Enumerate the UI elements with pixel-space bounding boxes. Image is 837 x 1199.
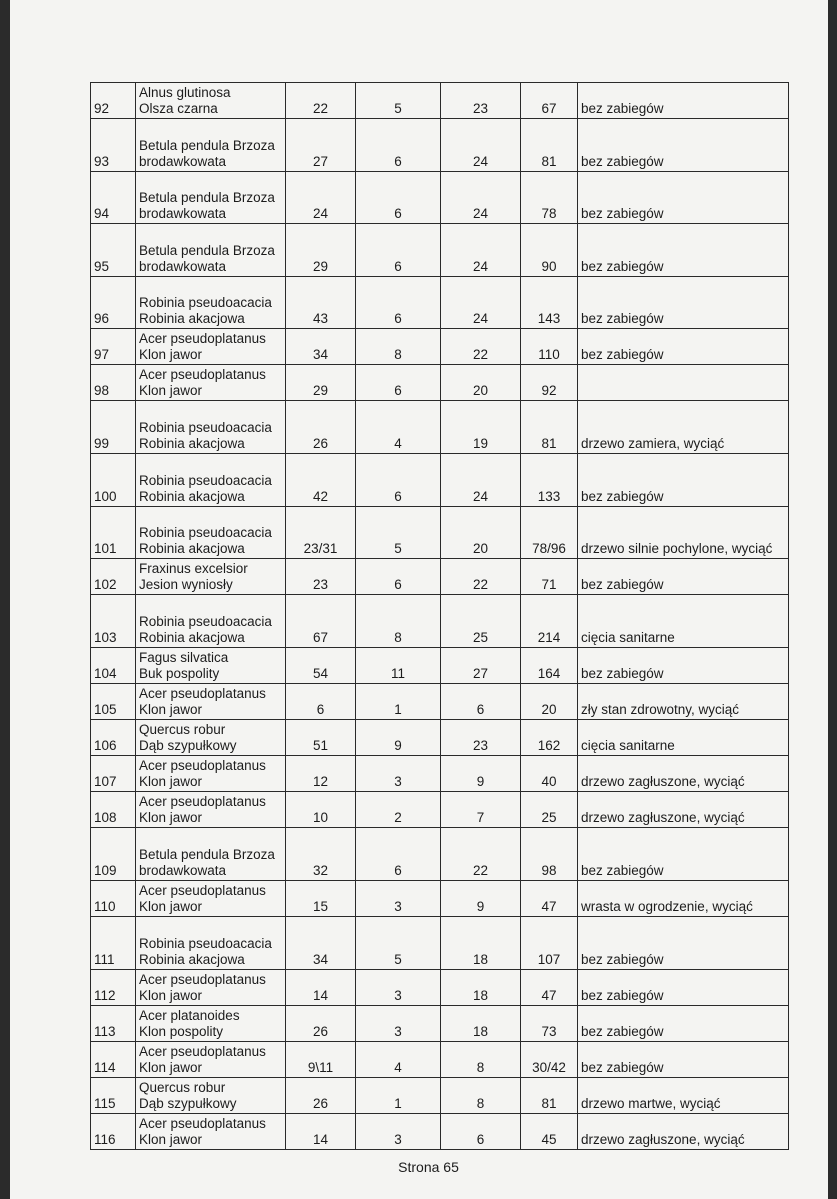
tree-number-cell: 94 (91, 172, 136, 224)
value-cell-2: 3 (356, 1114, 441, 1150)
species-polish-name: Klon jawor (139, 702, 203, 717)
value-cell-4: 92 (521, 365, 578, 401)
table-row (91, 365, 789, 401)
value-cell-1: 67 (286, 595, 356, 648)
species-latin-name: Betula pendula Brzoza (139, 847, 275, 862)
value-cell-2: 4 (356, 401, 441, 454)
note-cell: drzewo silnie pochylone, wyciąć (578, 507, 789, 559)
species-latin-name: Robinia pseudoacacia (139, 473, 272, 488)
value-cell-3: 24 (441, 224, 521, 277)
table-row (91, 881, 789, 917)
value-cell-1: 10 (286, 792, 356, 828)
note-cell: bez zabiegów (578, 828, 789, 881)
value-cell-1: 54 (286, 648, 356, 684)
species-polish-name: Jesion wyniosły (139, 577, 233, 592)
note-cell: bez zabiegów (578, 559, 789, 595)
tree-number-cell: 92 (91, 83, 136, 119)
note-cell: cięcia sanitarne (578, 595, 789, 648)
page-number: Strona 65 (398, 1159, 459, 1175)
tree-number-cell: 99 (91, 401, 136, 454)
value-cell-4: 81 (521, 1078, 578, 1114)
species-polish-name: Klon jawor (139, 1060, 203, 1075)
value-cell-4: 67 (521, 83, 578, 119)
value-cell-4: 78/96 (521, 507, 578, 559)
note-cell: drzewo zagłuszone, wyciąć (578, 1114, 789, 1150)
species-latin-name: Robinia pseudoacacia (139, 614, 272, 629)
note-cell: drzewo zamiera, wyciąć (578, 401, 789, 454)
value-cell-3: 23 (441, 720, 521, 756)
species-latin-name: Acer pseudoplatanus (139, 758, 266, 773)
species-polish-name: brodawkowata (139, 154, 227, 169)
value-cell-2: 3 (356, 970, 441, 1006)
species-latin-name: Robinia pseudoacacia (139, 295, 272, 310)
note-cell: bez zabiegów (578, 119, 789, 172)
value-cell-3: 8 (441, 1078, 521, 1114)
species-polish-name: Klon jawor (139, 347, 203, 362)
value-cell-2: 6 (356, 224, 441, 277)
value-cell-1: 14 (286, 970, 356, 1006)
note-cell: bez zabiegów (578, 277, 789, 329)
value-cell-1: 9\11 (286, 1042, 356, 1078)
species-latin-name: Robinia pseudoacacia (139, 420, 272, 435)
species-polish-name: Robinia akacjowa (139, 311, 245, 326)
species-latin-name: Acer pseudoplatanus (139, 1116, 266, 1131)
value-cell-4: 20 (521, 684, 578, 720)
note-cell: zły stan zdrowotny, wyciąć (578, 684, 789, 720)
species-cell (136, 595, 286, 648)
note-cell (578, 365, 789, 401)
value-cell-1: 12 (286, 756, 356, 792)
value-cell-2: 6 (356, 559, 441, 595)
species-polish-name: Buk pospolity (139, 666, 220, 681)
table-row (91, 828, 789, 881)
value-cell-4: 133 (521, 454, 578, 507)
table-row (91, 277, 789, 329)
tree-number-cell: 93 (91, 119, 136, 172)
value-cell-2: 6 (356, 828, 441, 881)
species-polish-name: brodawkowata (139, 863, 227, 878)
species-cell (136, 917, 286, 970)
value-cell-2: 3 (356, 1006, 441, 1042)
species-polish-name: Klon jawor (139, 899, 203, 914)
species-latin-name: Robinia pseudoacacia (139, 936, 272, 951)
note-cell: bez zabiegów (578, 1042, 789, 1078)
species-cell (136, 684, 286, 720)
value-cell-1: 34 (286, 329, 356, 365)
value-cell-3: 25 (441, 595, 521, 648)
species-polish-name: brodawkowata (139, 206, 227, 221)
table-row (91, 756, 789, 792)
value-cell-4: 25 (521, 792, 578, 828)
species-cell (136, 720, 286, 756)
species-latin-name: Robinia pseudoacacia (139, 525, 272, 540)
value-cell-3: 18 (441, 970, 521, 1006)
species-cell (136, 365, 286, 401)
value-cell-3: 27 (441, 648, 521, 684)
value-cell-2: 9 (356, 720, 441, 756)
note-cell: drzewo zagłuszone, wyciąć (578, 756, 789, 792)
table-row (91, 595, 789, 648)
species-cell (136, 1078, 286, 1114)
tree-number-cell: 110 (91, 881, 136, 917)
species-cell (136, 559, 286, 595)
value-cell-2: 2 (356, 792, 441, 828)
species-latin-name: Betula pendula Brzoza (139, 138, 275, 153)
value-cell-4: 90 (521, 224, 578, 277)
value-cell-4: 47 (521, 881, 578, 917)
value-cell-4: 214 (521, 595, 578, 648)
value-cell-4: 81 (521, 119, 578, 172)
note-cell: wrasta w ogrodzenie, wyciąć (578, 881, 789, 917)
value-cell-2: 3 (356, 881, 441, 917)
value-cell-1: 26 (286, 1006, 356, 1042)
value-cell-2: 1 (356, 684, 441, 720)
value-cell-3: 9 (441, 756, 521, 792)
species-polish-name: Klon jawor (139, 774, 203, 789)
species-cell (136, 119, 286, 172)
note-cell: drzewo zagłuszone, wyciąć (578, 792, 789, 828)
species-latin-name: Acer pseudoplatanus (139, 331, 266, 346)
value-cell-2: 8 (356, 595, 441, 648)
value-cell-1: 42 (286, 454, 356, 507)
note-cell: bez zabiegów (578, 224, 789, 277)
value-cell-2: 5 (356, 83, 441, 119)
value-cell-2: 8 (356, 329, 441, 365)
species-polish-name: Klon jawor (139, 988, 203, 1003)
value-cell-4: 45 (521, 1114, 578, 1150)
value-cell-3: 20 (441, 507, 521, 559)
species-cell (136, 172, 286, 224)
note-cell: bez zabiegów (578, 329, 789, 365)
species-cell (136, 507, 286, 559)
value-cell-1: 32 (286, 828, 356, 881)
species-latin-name: Fraxinus excelsior (139, 561, 248, 576)
value-cell-3: 19 (441, 401, 521, 454)
value-cell-1: 51 (286, 720, 356, 756)
species-cell (136, 277, 286, 329)
tree-number-cell: 96 (91, 277, 136, 329)
note-cell: bez zabiegów (578, 1006, 789, 1042)
tree-number-cell: 98 (91, 365, 136, 401)
value-cell-4: 162 (521, 720, 578, 756)
species-latin-name: Acer pseudoplatanus (139, 883, 266, 898)
value-cell-3: 24 (441, 172, 521, 224)
table-row (91, 1114, 789, 1150)
species-polish-name: Robinia akacjowa (139, 630, 245, 645)
value-cell-3: 24 (441, 119, 521, 172)
tree-number-cell: 115 (91, 1078, 136, 1114)
species-cell (136, 329, 286, 365)
species-latin-name: Fagus silvatica (139, 650, 229, 665)
table-row (91, 224, 789, 277)
value-cell-2: 1 (356, 1078, 441, 1114)
table-row (91, 684, 789, 720)
species-latin-name: Betula pendula Brzoza (139, 190, 275, 205)
species-latin-name: Quercus robur (139, 1080, 226, 1095)
species-latin-name: Acer pseudoplatanus (139, 686, 266, 701)
value-cell-3: 24 (441, 277, 521, 329)
value-cell-2: 4 (356, 1042, 441, 1078)
table-row (91, 559, 789, 595)
value-cell-1: 22 (286, 83, 356, 119)
note-cell: drzewo martwe, wyciąć (578, 1078, 789, 1114)
table-row (91, 1006, 789, 1042)
table-row (91, 792, 789, 828)
table-row (91, 83, 789, 119)
value-cell-1: 26 (286, 1078, 356, 1114)
species-cell (136, 828, 286, 881)
tree-number-cell: 103 (91, 595, 136, 648)
tree-number-cell: 116 (91, 1114, 136, 1150)
table-row (91, 970, 789, 1006)
value-cell-2: 3 (356, 756, 441, 792)
document-page (10, 0, 828, 1199)
table-row (91, 507, 789, 559)
value-cell-1: 15 (286, 881, 356, 917)
value-cell-4: 110 (521, 329, 578, 365)
value-cell-3: 22 (441, 559, 521, 595)
value-cell-3: 23 (441, 83, 521, 119)
tree-number-cell: 100 (91, 454, 136, 507)
note-cell: bez zabiegów (578, 83, 789, 119)
table-row (91, 917, 789, 970)
value-cell-2: 6 (356, 365, 441, 401)
note-cell: bez zabiegów (578, 917, 789, 970)
species-polish-name: Klon jawor (139, 810, 203, 825)
tree-number-cell: 101 (91, 507, 136, 559)
value-cell-1: 43 (286, 277, 356, 329)
species-latin-name: Quercus robur (139, 722, 226, 737)
note-cell: bez zabiegów (578, 454, 789, 507)
tree-number-cell: 108 (91, 792, 136, 828)
table-row (91, 172, 789, 224)
species-polish-name: Robinia akacjowa (139, 952, 245, 967)
value-cell-1: 14 (286, 1114, 356, 1150)
species-polish-name: Klon jawor (139, 1132, 203, 1147)
species-cell (136, 970, 286, 1006)
species-polish-name: Klon jawor (139, 383, 203, 398)
species-cell (136, 1006, 286, 1042)
species-latin-name: Acer pseudoplatanus (139, 972, 266, 987)
value-cell-3: 6 (441, 1114, 521, 1150)
value-cell-4: 143 (521, 277, 578, 329)
tree-inventory-table (90, 82, 789, 1150)
value-cell-4: 81 (521, 401, 578, 454)
species-cell (136, 401, 286, 454)
table-row (91, 401, 789, 454)
table-body (91, 83, 789, 1150)
value-cell-1: 29 (286, 365, 356, 401)
species-polish-name: Robinia akacjowa (139, 489, 245, 504)
species-latin-name: Acer platanoides (139, 1008, 240, 1023)
species-cell (136, 454, 286, 507)
species-latin-name: Betula pendula Brzoza (139, 243, 275, 258)
table-row (91, 329, 789, 365)
tree-number-cell: 104 (91, 648, 136, 684)
species-polish-name: Dąb szypułkowy (139, 738, 237, 753)
note-cell: bez zabiegów (578, 172, 789, 224)
value-cell-1: 34 (286, 917, 356, 970)
species-latin-name: Acer pseudoplatanus (139, 1044, 266, 1059)
tree-number-cell: 111 (91, 917, 136, 970)
value-cell-1: 23/31 (286, 507, 356, 559)
table-row (91, 119, 789, 172)
value-cell-1: 6 (286, 684, 356, 720)
value-cell-3: 18 (441, 917, 521, 970)
tree-number-cell: 113 (91, 1006, 136, 1042)
note-cell: bez zabiegów (578, 648, 789, 684)
value-cell-2: 5 (356, 507, 441, 559)
species-latin-name: Alnus glutinosa (139, 85, 231, 100)
tree-number-cell: 107 (91, 756, 136, 792)
value-cell-3: 7 (441, 792, 521, 828)
tree-number-cell: 106 (91, 720, 136, 756)
species-polish-name: Klon pospolity (139, 1024, 224, 1039)
value-cell-4: 40 (521, 756, 578, 792)
note-cell: cięcia sanitarne (578, 720, 789, 756)
species-cell (136, 1114, 286, 1150)
value-cell-1: 29 (286, 224, 356, 277)
table-row (91, 1078, 789, 1114)
species-cell (136, 648, 286, 684)
value-cell-4: 164 (521, 648, 578, 684)
tree-number-cell: 114 (91, 1042, 136, 1078)
value-cell-3: 22 (441, 329, 521, 365)
species-cell (136, 83, 286, 119)
value-cell-3: 18 (441, 1006, 521, 1042)
value-cell-4: 78 (521, 172, 578, 224)
value-cell-1: 23 (286, 559, 356, 595)
value-cell-2: 11 (356, 648, 441, 684)
table-row (91, 648, 789, 684)
value-cell-3: 8 (441, 1042, 521, 1078)
value-cell-3: 6 (441, 684, 521, 720)
value-cell-4: 98 (521, 828, 578, 881)
species-cell (136, 756, 286, 792)
species-polish-name: Olsza czarna (139, 101, 218, 116)
species-cell (136, 792, 286, 828)
value-cell-4: 73 (521, 1006, 578, 1042)
species-latin-name: Acer pseudoplatanus (139, 367, 266, 382)
value-cell-4: 30/42 (521, 1042, 578, 1078)
value-cell-4: 47 (521, 970, 578, 1006)
table-row (91, 1042, 789, 1078)
value-cell-4: 71 (521, 559, 578, 595)
species-polish-name: Dąb szypułkowy (139, 1096, 237, 1111)
species-polish-name: brodawkowata (139, 259, 227, 274)
species-cell (136, 881, 286, 917)
value-cell-2: 6 (356, 119, 441, 172)
tree-number-cell: 109 (91, 828, 136, 881)
species-cell (136, 1042, 286, 1078)
value-cell-2: 6 (356, 172, 441, 224)
value-cell-1: 26 (286, 401, 356, 454)
value-cell-3: 20 (441, 365, 521, 401)
value-cell-3: 22 (441, 828, 521, 881)
value-cell-4: 107 (521, 917, 578, 970)
value-cell-2: 6 (356, 277, 441, 329)
table-row (91, 720, 789, 756)
value-cell-1: 24 (286, 172, 356, 224)
tree-number-cell: 95 (91, 224, 136, 277)
tree-number-cell: 105 (91, 684, 136, 720)
tree-number-cell: 102 (91, 559, 136, 595)
species-polish-name: Robinia akacjowa (139, 436, 245, 451)
species-polish-name: Robinia akacjowa (139, 541, 245, 556)
value-cell-3: 24 (441, 454, 521, 507)
value-cell-2: 6 (356, 454, 441, 507)
species-cell (136, 224, 286, 277)
value-cell-3: 9 (441, 881, 521, 917)
table-row (91, 454, 789, 507)
tree-number-cell: 97 (91, 329, 136, 365)
note-cell: bez zabiegów (578, 970, 789, 1006)
value-cell-1: 27 (286, 119, 356, 172)
tree-number-cell: 112 (91, 970, 136, 1006)
value-cell-2: 5 (356, 917, 441, 970)
species-latin-name: Acer pseudoplatanus (139, 794, 266, 809)
